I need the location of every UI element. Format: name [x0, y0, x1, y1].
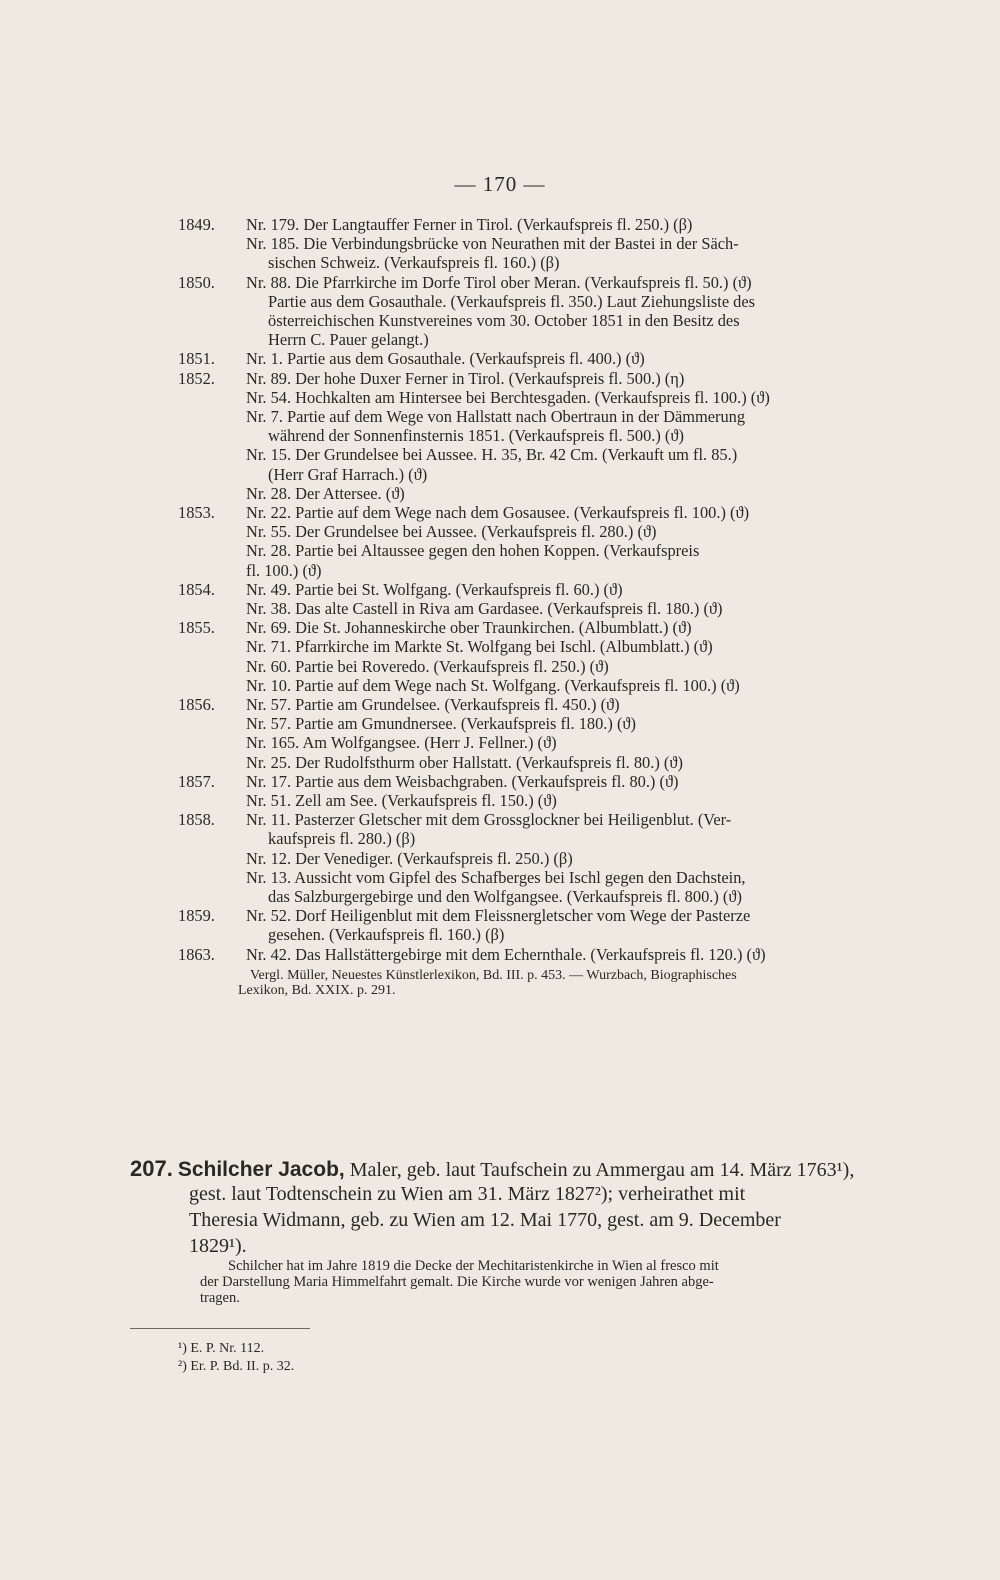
- work-entry: Nr. 57. Partie am Grundelsee. (Verkaufspreis fl. 450.) (ϑ): [246, 695, 620, 714]
- work-entry: Nr. 51. Zell am See. (Verkaufspreis fl. 150.) (ϑ): [246, 791, 557, 810]
- year-label: 1854.: [178, 579, 215, 599]
- work-entry-continuation: gesehen. (Verkaufspreis fl. 160.) (β): [268, 925, 505, 945]
- work-entry: Nr. 52. Dorf Heiligenblut mit dem Fleissnergletscher vom Wege der Pasterze: [246, 906, 751, 926]
- year-label: 1851.: [178, 349, 215, 369]
- year-label: 1856.: [178, 695, 215, 714]
- work-entry: Nr. 165. Am Wolfgangsee. (Herr J. Fellner.) (ϑ): [246, 733, 557, 753]
- note-line-3: tragen.: [200, 1290, 240, 1306]
- work-entry: Nr. 89. Der hohe Duxer Ferner in Tirol. (Verkaufspreis fl. 500.) (η): [246, 368, 685, 388]
- work-entry: Nr. 11. Pasterzer Gletscher mit dem Grossglockner bei Heiligenblut. (Ver-: [246, 810, 732, 830]
- entry-line-3: Theresia Widmann, geb. zu Wien am 12. Mai 1770, gest. am 9. December: [189, 1209, 781, 1231]
- entry-line-4: 1829¹).: [189, 1235, 247, 1257]
- work-entry: Nr. 1. Partie aus dem Gosauthale. (Verkaufspreis fl. 400.) (ϑ): [246, 349, 645, 369]
- year-label: 1858.: [178, 810, 215, 830]
- entry-name: Schilcher Jacob,: [177, 1158, 345, 1181]
- work-entry-continuation: während der Sonnenfinsternis 1851. (Verkaufspreis fl. 500.) (ϑ): [268, 426, 684, 446]
- work-entry: Nr. 57. Partie am Gmundnersee. (Verkaufspreis fl. 180.) (ϑ): [246, 714, 636, 734]
- work-entry: Nr. 49. Partie bei St. Wolfgang. (Verkaufspreis fl. 60.) (ϑ): [246, 579, 623, 599]
- work-entry: Nr. 15. Der Grundelsee bei Aussee. H. 35, Br. 42 Cm. (Verkauft um fl. 85.): [246, 445, 738, 465]
- work-entry: Nr. 185. Die Verbindungsbrücke von Neurathen mit der Bastei in der Säch-: [246, 234, 739, 254]
- year-label: 1859.: [178, 906, 215, 926]
- work-entry: Nr. 38. Das alte Castell in Riva am Gardasee. (Verkaufspreis fl. 180.) (ϑ): [246, 599, 723, 618]
- work-entry: Nr. 55. Der Grundelsee bei Aussee. (Verkaufspreis fl. 280.) (ϑ): [246, 522, 657, 542]
- page-number: — 170 —: [454, 172, 546, 196]
- work-entry: Nr. 69. Die St. Johanneskirche ober Traunkirchen. (Albumblatt.) (ϑ): [246, 618, 692, 638]
- footnote-rule: [130, 1328, 310, 1329]
- work-entry: Nr. 88. Die Pfarrkirche im Dorfe Tirol ober Meran. (Verkaufspreis fl. 50.) (ϑ): [246, 272, 752, 292]
- source-citation: Lexikon, Bd. XXIX. p. 291.: [238, 982, 396, 998]
- work-entry: Nr. 13. Aussicht vom Gipfel des Schafberges bei Ischl gegen den Dachstein,: [246, 867, 746, 887]
- work-entry: Nr. 22. Partie auf dem Wege nach dem Gosausee. (Verkaufspreis fl. 100.) (ϑ): [246, 503, 750, 522]
- note-line-2: der Darstellung Maria Himmelfahrt gemalt. Die Kirche wurde vor wenigen Jahren abge-: [200, 1274, 714, 1290]
- work-entry-continuation: kaufspreis fl. 280.) (β): [268, 829, 416, 849]
- year-label: 1850.: [178, 272, 215, 292]
- year-label: 1855.: [178, 618, 215, 638]
- work-entry: Nr. 25. Der Rudolfsthurm ober Hallstatt. (Verkaufspreis fl. 80.) (ϑ): [246, 752, 683, 772]
- work-entry: Nr. 71. Pfarrkirche im Markte St. Wolfgang bei Ischl. (Albumblatt.) (ϑ): [246, 637, 713, 657]
- entry-line-2: gest. laut Todtenschein zu Wien am 31. März 1827²); verheirathet mit: [189, 1183, 746, 1205]
- work-entry-continuation: das Salzburgergebirge und den Wolfgangsee. (Verkaufspreis fl. 800.) (ϑ): [268, 887, 742, 906]
- work-entry: Nr. 12. Der Venediger. (Verkaufspreis fl. 250.) (β): [246, 848, 573, 868]
- work-entry: Nr. 54. Hochkalten am Hintersee bei Berchtesgaden. (Verkaufspreis fl. 100.) (ϑ): [246, 387, 770, 407]
- work-entry: Nr. 10. Partie auf dem Wege nach St. Wolfgang. (Verkaufspreis fl. 100.) (ϑ): [246, 675, 740, 695]
- work-entry: Nr. 28. Der Attersee. (ϑ): [246, 483, 405, 503]
- source-citation: Vergl. Müller, Neuestes Künstlerlexikon, Bd. III. p. 453. — Wurzbach, Biographisches: [250, 967, 737, 983]
- work-entry-continuation: österreichischen Kunstvereines vom 30. October 1851 in den Besitz des: [268, 311, 740, 330]
- year-label: 1863.: [178, 944, 215, 964]
- work-entry-continuation: Herrn C. Pauer gelangt.): [268, 330, 429, 350]
- work-entry: Nr. 28. Partie bei Altaussee gegen den hohen Koppen. (Verkaufspreis: [246, 541, 700, 561]
- entry-number: 207.: [130, 1156, 173, 1181]
- work-entry-continuation: Partie aus dem Gosauthale. (Verkaufspreis fl. 350.) Laut Ziehungsliste des: [268, 291, 756, 311]
- year-label: 1857.: [178, 771, 215, 791]
- entry-line-1: Maler, geb. laut Taufschein zu Ammergau am 14. März 1763¹),: [344, 1159, 855, 1181]
- year-label: 1853.: [178, 503, 215, 522]
- footnote-1: ¹) E. P. Nr. 112.: [178, 1341, 265, 1356]
- note-line-1: Schilcher hat im Jahre 1819 die Decke der Mechitaristenkirche in Wien al fresco mit: [228, 1258, 719, 1274]
- year-label: 1852.: [178, 368, 215, 388]
- work-entry: Nr. 17. Partie aus dem Weisbachgraben. (Verkaufspreis fl. 80.) (ϑ): [246, 771, 679, 791]
- work-entry-continuation: fl. 100.) (ϑ): [246, 560, 322, 580]
- work-entry: Nr. 60. Partie bei Roveredo. (Verkaufspreis fl. 250.) (ϑ): [246, 656, 609, 676]
- work-entry-continuation: sischen Schweiz. (Verkaufspreis fl. 160.) (β): [268, 253, 560, 273]
- work-entry-continuation: (Herr Graf Harrach.) (ϑ): [268, 464, 428, 484]
- work-entry: Nr. 42. Das Hallstättergebirge mit dem Echernthale. (Verkaufspreis fl. 120.) (ϑ): [246, 944, 766, 964]
- year-label: 1849.: [178, 215, 215, 234]
- work-entry: Nr. 7. Partie auf dem Wege von Hallstatt nach Obertraun in der Dämmerung: [246, 407, 746, 426]
- footnote-2: ²) Er. P. Bd. II. p. 32.: [178, 1359, 295, 1374]
- work-entry: Nr. 179. Der Langtauffer Ferner in Tirol. (Verkaufspreis fl. 250.) (β): [246, 215, 693, 234]
